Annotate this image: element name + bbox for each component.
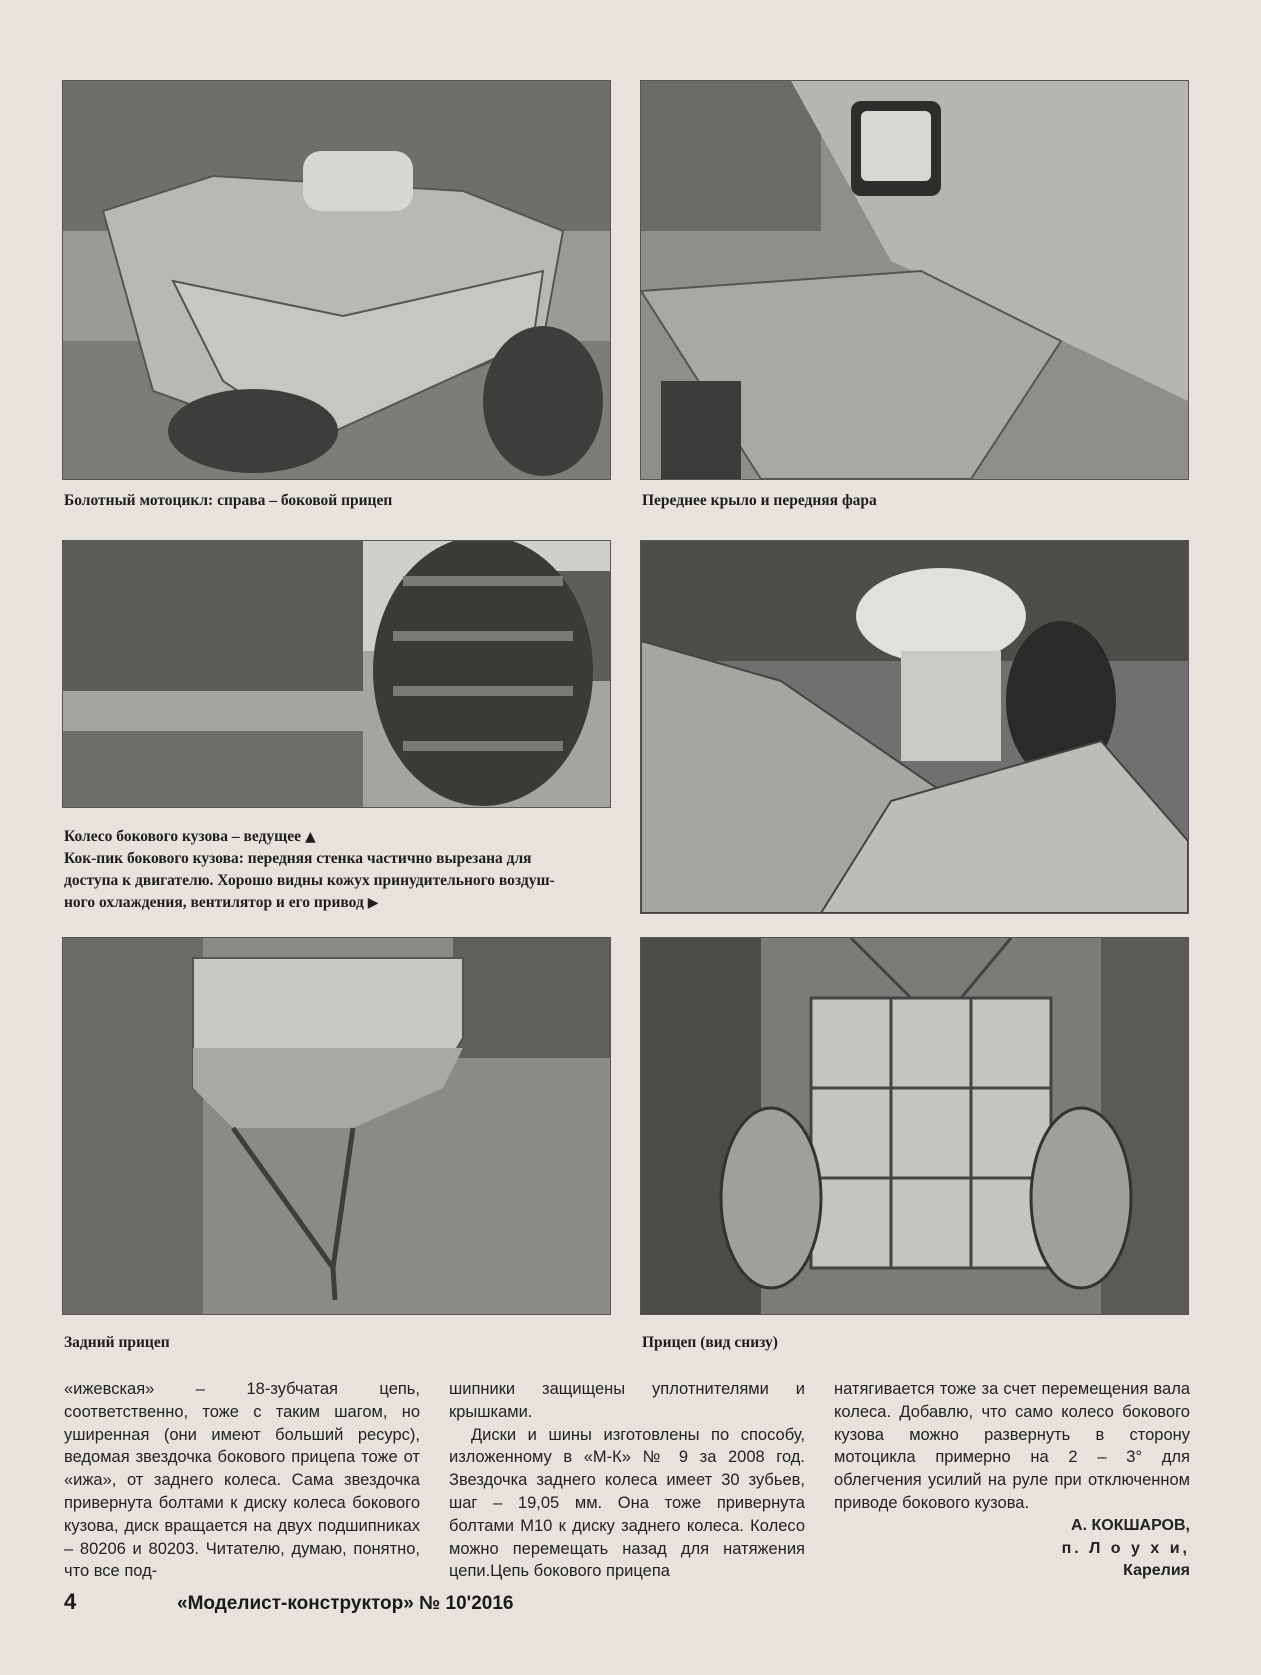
author-place: п. Л о у х и, [1061, 1539, 1190, 1557]
caption-line: ного охлаждения, вентилятор и его привод ▶ [64, 894, 379, 911]
arrow-right-icon: ▶ [367, 895, 379, 911]
article-paragraph: «ижевская» – 18-зубчатая цепь, соответственно, тоже с таким шагом, но уширенная (они имеют больший ресурс), ведомая звездочка бокового прицепа тоже от «ижа», от заднего колеса. Сама звездочка привернута болтами к диску колеса бокового кузова, диск вращается на двух подшипниках – 80206 и 80203. Читателю, думаю, понятно, что все под- [64, 1380, 420, 1581]
caption-line: Прицеп (вид снизу) [642, 1334, 778, 1351]
caption-line: доступа к двигателю. Хорошо видны кожух принудительного воздуш- [64, 872, 555, 889]
photo-swamp-motorcycle [62, 80, 611, 480]
article-paragraph: Диски и шины изготовлены по способу, изложенному в «М-К» № 9 за 2008 год. Звездочка заднего колеса имеет 30 зубьев, шаг – 19,05 мм. Она тоже привернута болтами М10 к диску заднего колеса. Колесо можно перемещать назад для натяжения цепи.Цепь бокового прицепа [449, 1425, 805, 1581]
caption-line: Болотный мотоцикл: справа – боковой прицеп [64, 492, 393, 509]
photo-front-fender-headlight [640, 80, 1189, 480]
caption-front-fender-headlight [642, 490, 877, 512]
caption-trailer-bottom [642, 1332, 778, 1354]
caption-line: Колесо бокового кузова – ведущее ▲ [64, 828, 316, 845]
article-column-2 [449, 1378, 805, 1583]
caption-rear-trailer [64, 1332, 170, 1354]
caption-line: Задний прицеп [64, 1334, 170, 1351]
article-column-3 [834, 1378, 1190, 1583]
page-number: 4 [64, 1589, 77, 1614]
caption-line: Кок-пик бокового кузова: передняя стенка частично вырезана для [64, 850, 532, 867]
photo-rear-trailer [62, 937, 611, 1315]
page-footer [64, 1589, 513, 1615]
article-paragraph: шипники защищены уплотнителями и крышками. [449, 1380, 805, 1421]
author-region: Карелия [1123, 1562, 1190, 1580]
arrow-up-icon: ▲ [305, 829, 316, 845]
author-name: А. КОКШАРОВ, [1071, 1516, 1190, 1534]
photo-sidecar-nose [640, 540, 1189, 914]
caption-swamp-motorcycle [64, 490, 392, 512]
caption-sidecar-wheel [64, 826, 616, 914]
article-column-1 [64, 1378, 420, 1583]
magazine-title: «Моделист-конструктор» № 10'2016 [177, 1593, 514, 1614]
photo-trailer-bottom [640, 937, 1189, 1315]
caption-line: Переднее крыло и передняя фара [642, 492, 877, 509]
article-paragraph: натягивается тоже за счет перемещения вала колеса. Добавлю, что само колесо бокового кузова можно развернуть в сторону мотоцикла примерно на 2 – 3° для облегчения усилий на руле при отключенном приводе бокового кузова. [834, 1380, 1190, 1512]
photo-sidecar-wheel [62, 540, 611, 808]
